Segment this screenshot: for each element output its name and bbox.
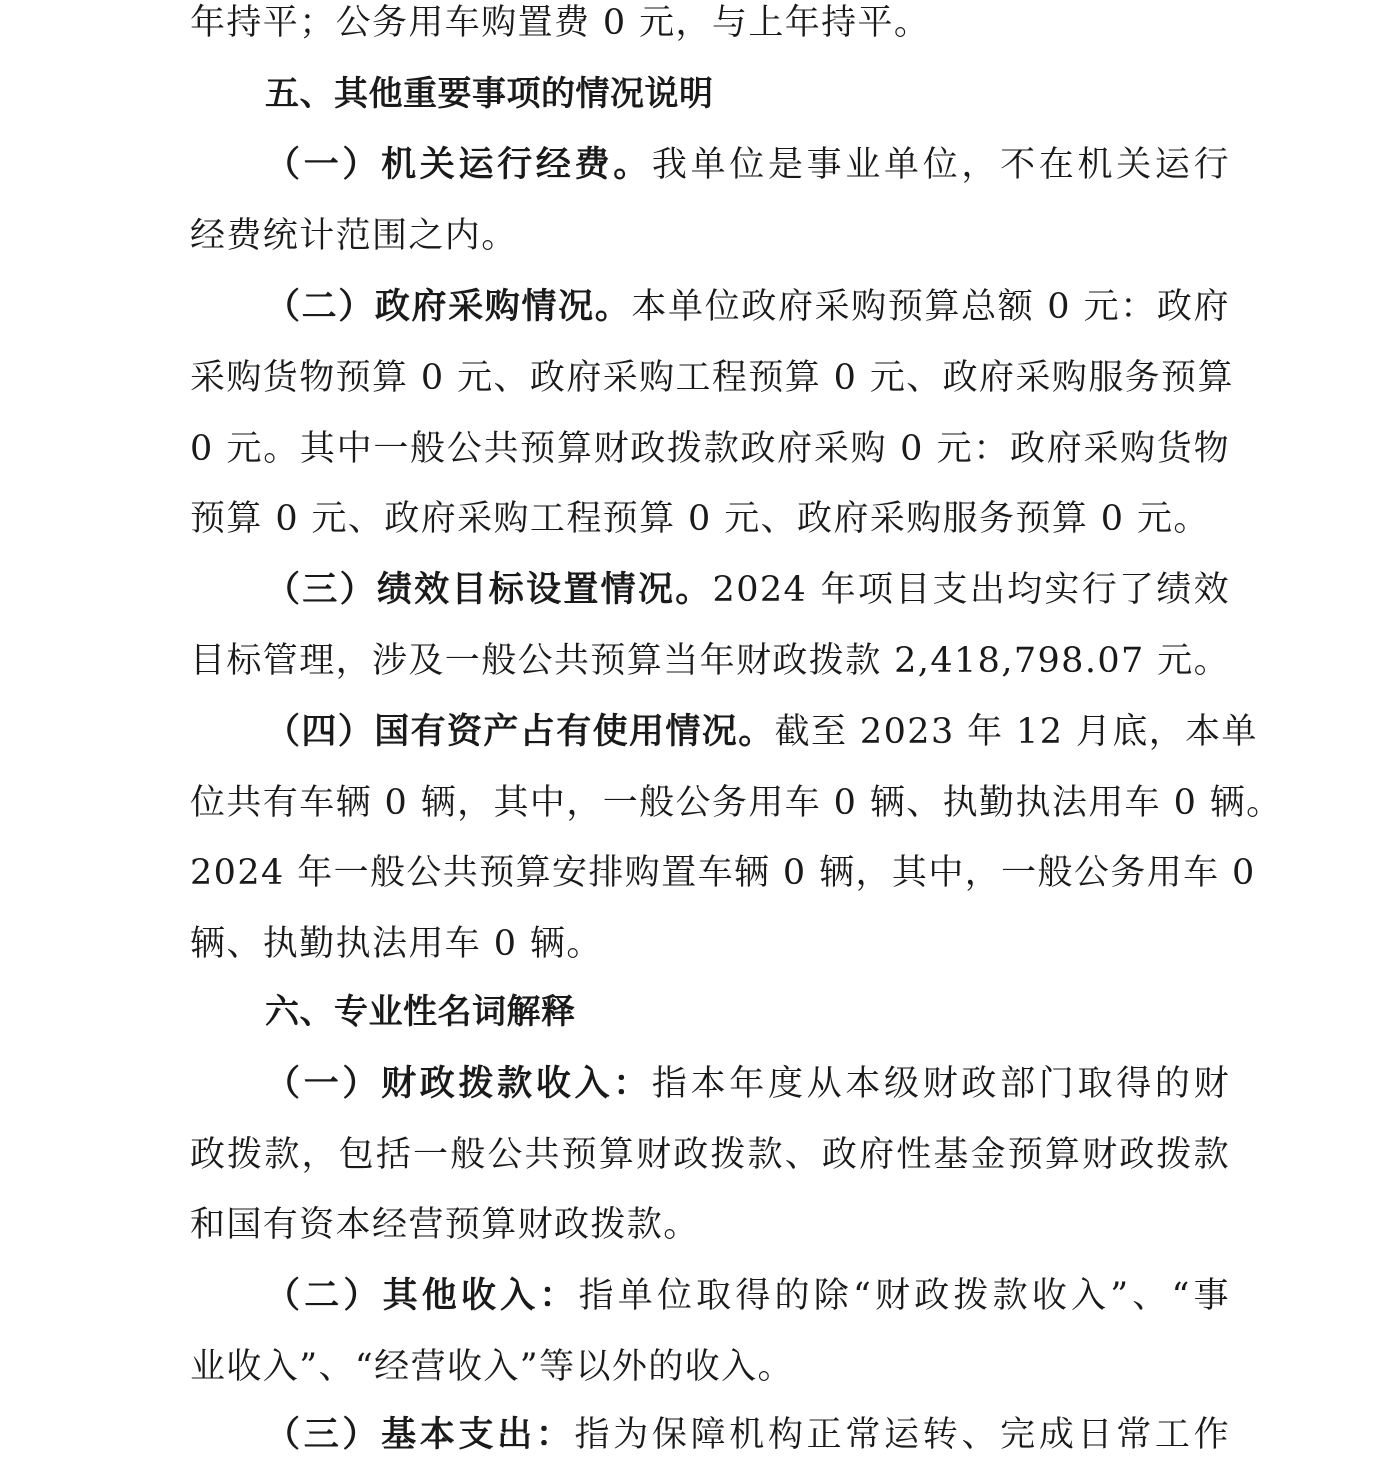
section5-item4-line1 [265,709,1258,755]
section6-item2-line2: 业收入”、“经营收入”等以外的收入。 [190,1347,794,1387]
section6-item1-lead: （一）财政拨款收入： [265,1064,652,1104]
section5-item2-line4: 预算 0 元、政府采购工程预算 0 元、政府采购服务预算 0 元。 [190,499,1210,539]
section6-item2-line1 [265,1273,1230,1319]
section6-item1-text: 指本年度从本级财政部门取得的财 [651,1064,1230,1104]
section6-item1-line3: 和国有资本经营预算财政拨款。 [190,1205,700,1245]
section6-item3-line1 [265,1412,1230,1458]
section5-item2-text: 本单位政府采购预算总额 0 元：政府 [631,287,1230,327]
paragraph-carry-over: 年持平；公务用车购置费 0 元，与上年持平。 [190,3,931,43]
section5-item1-lead: （一）机关运行经费。 [265,145,652,185]
section5-title: 五、其他重要事项的情况说明 [265,74,714,114]
section6-item3-text: 指为保障机构正常运转、完成日常工作 [574,1415,1230,1455]
section6-title: 六、专业性名词解释 [265,992,576,1032]
section6-item2-lead: （二）其他收入： [265,1276,579,1316]
section5-item4-lead: （四）国有资产占有使用情况。 [265,712,775,752]
section5-item1-line2: 经费统计范围之内。 [190,216,518,256]
section5-item4-line2: 位共有车辆 0 辆，其中，一般公务用车 0 辆、执勤执法用车 0 辆。 [190,783,1283,823]
section5-item2-line3: 0 元。其中一般公共预算财政拨款政府采购 0 元：政府采购货物 [190,429,1230,469]
section5-item3-text: 2024 年项目支出均实行了绩效 [712,570,1230,610]
section5-item3-line2: 目标管理，涉及一般公共预算当年财政拨款 2,418,798.07 元。 [190,641,1231,681]
section5-item1-text: 我单位是事业单位，不在机关运行 [651,145,1230,185]
section5-item2-line1 [265,284,1230,330]
section5-item4-text: 截至 2023 年 12 月底，本单 [774,712,1258,752]
section5-item3-lead: （三）绩效目标设置情况。 [265,570,713,610]
section6-item1-line2: 政拨款，包括一般公共预算财政拨款、政府性基金预算财政拨款 [190,1135,1230,1175]
section6-item3-lead: （三）基本支出： [265,1415,575,1455]
section5-item3-line1 [265,567,1230,613]
section5-item2-line2: 采购货物预算 0 元、政府采购工程预算 0 元、政府采购服务预算 [190,358,1234,398]
section5-item4-line3: 2024 年一般公共预算安排购置车辆 0 辆，其中，一般公务用车 0 [190,853,1256,893]
section5-item4-line4: 辆、执勤执法用车 0 辆。 [190,924,603,964]
section5-item2-lead: （二）政府采购情况。 [265,287,632,327]
section6-item2-text: 指单位取得的除“财政拨款收入”、“事 [578,1276,1230,1316]
section6-item1-line1 [265,1061,1230,1107]
section5-item1-line1 [265,142,1230,188]
